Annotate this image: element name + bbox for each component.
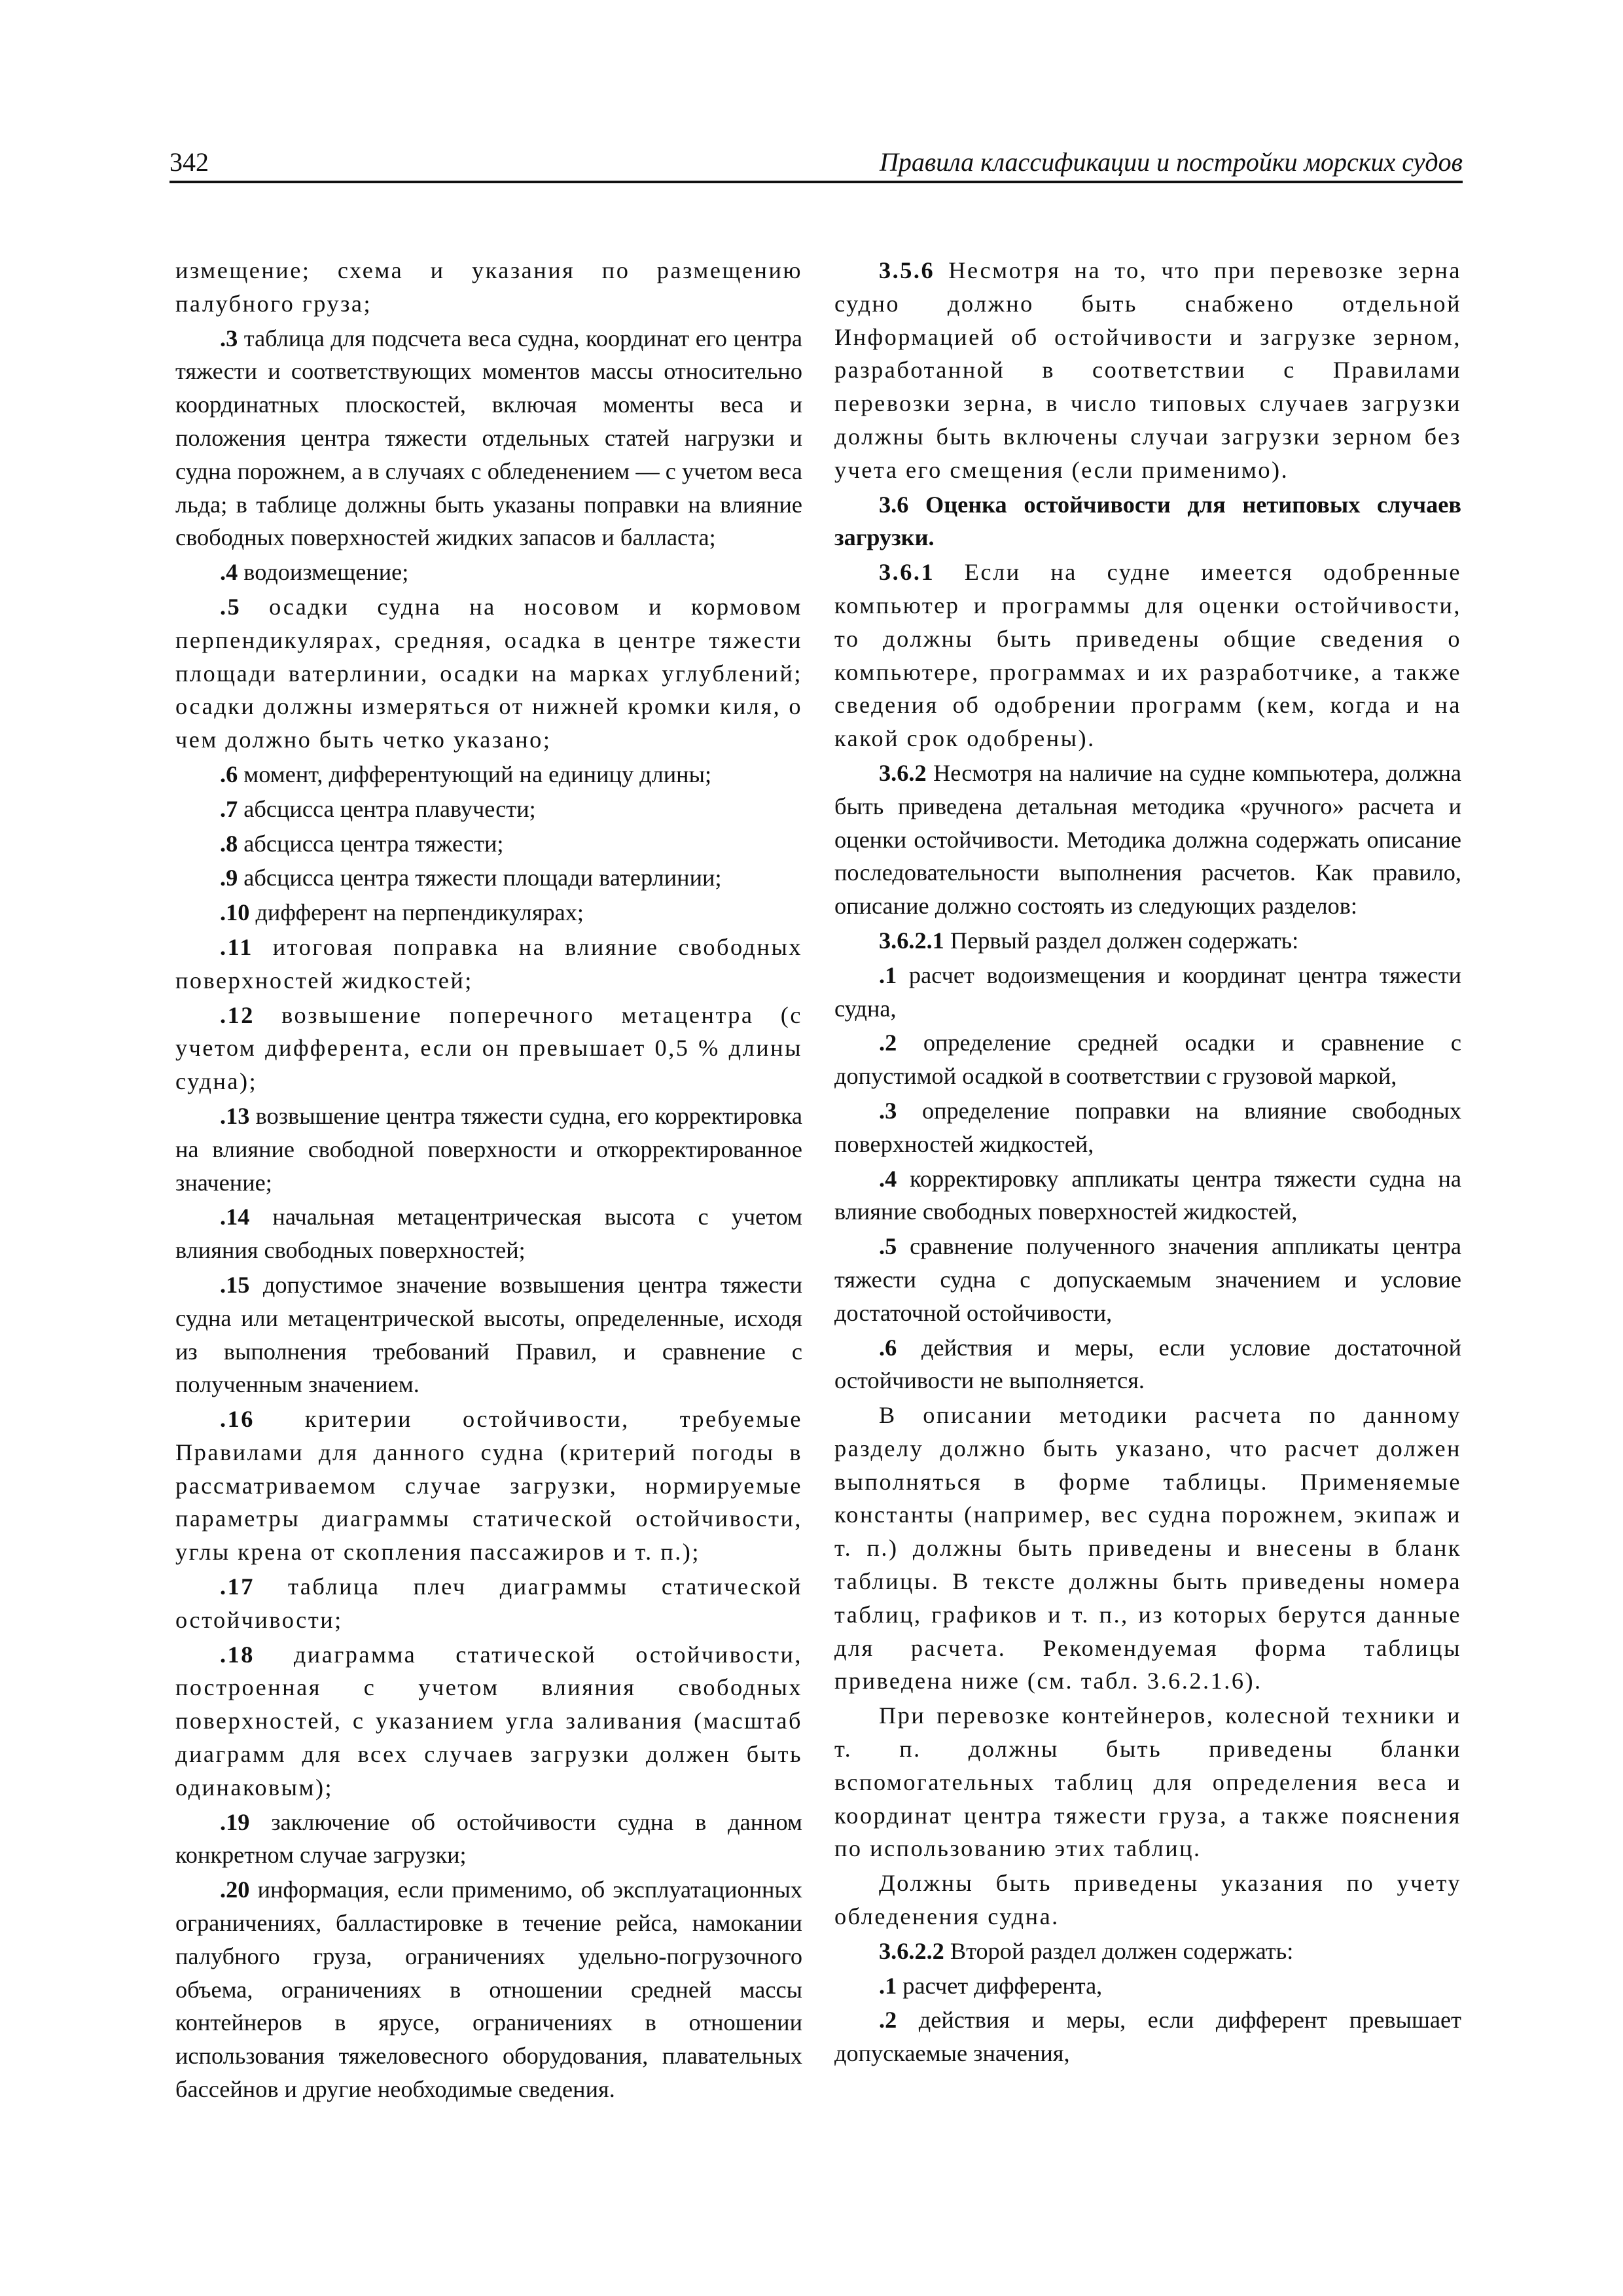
page-header (169, 143, 1463, 183)
section-number: 3.5.6 (879, 257, 935, 283)
subsection-paragraph (834, 1935, 1461, 1968)
item-number: .4 (879, 1165, 897, 1192)
section-text: Несмотря на наличие на судне компьютера, должна быть приведена детальная методика «ручного» расчета и оценки остойчивости. Методика должна содержать описание последовательности выполнения расчетов. Как правило, описание должно состоять из следующих разделов: (834, 759, 1461, 920)
list-item (834, 1230, 1461, 1329)
list-item (175, 896, 802, 929)
right-column (834, 254, 1461, 2072)
list-item (175, 793, 802, 826)
item-number: .2 (879, 1030, 897, 1056)
item-text: информация, если применимо, об эксплуатационных ограничениях, балластировке в течение рейса, намокании палубного груза, ограничениях удельно-погрузочного объема, ограничениях в отношении средней массы контейнеров в ярусе, ограничениях в отношении использования тяжеловесного оборудования, плавательных бассейнов и другие необходимые сведения. (175, 1876, 802, 2103)
item-text: сравнение полученного значения аппликаты центра тяжести судна с допускаемым значением и условие достаточной остойчивости, (834, 1233, 1461, 1326)
item-text: осадки судна на носовом и кормовом перпендикулярах, средняя, осадка в центре тяжести площади ватерлинии, осадки на марках углублений; осадки должны измеряться от нижней кромки киля, о чем должно быть четко указано; (175, 593, 802, 753)
section-number: 3.6.2 (879, 759, 927, 786)
item-number: .6 (220, 761, 238, 787)
section-number: 3.6.1 (879, 559, 935, 586)
list-item (175, 590, 802, 757)
item-text: водоизмещение; (238, 559, 409, 586)
item-number: .3 (220, 325, 238, 351)
item-number: .5 (220, 593, 241, 620)
item-text: таблица для подсчета веса судна, координат его центра тяжести и соответствующих моментов массы относительно координатных плоскостей, включая моменты веса и положения центра тяжести отдельных статей нагрузки и судна порожнем, а в случаях с обледенением — с учетом веса льда; в таблице должны быть указаны поправки на влияние свободных поверхностей жидких запасов и балласта; (175, 325, 802, 551)
section-paragraph (834, 556, 1461, 755)
item-text: допустимое значение возвышения центра тяжести судна или метацентрической высоты, определенные, исходя из выполнения требований Правил, и сравнение с полученным значением. (175, 1271, 802, 1398)
section-text: Второй раздел должен содержать: (944, 1937, 1294, 1964)
item-text: возвышение центра тяжести судна, его корректировка на влияние свободной поверхности и откорректированное значение; (175, 1102, 802, 1196)
section-text: Первый раздел должен содержать: (944, 927, 1299, 954)
page-number: 342 (169, 147, 209, 177)
item-number: .19 (220, 1808, 250, 1835)
section-text: Несмотря на то, что при перевозке зерна судно должно быть снабжено отдельной Информацией об остойчивости и загрузке зерном, разработанной в соответствии с Правилами перевозки зерна, в число типовых случаев загрузки должны быть включены случаи загрузки зерном без учета его смещения (если применимо). (834, 257, 1461, 483)
item-text: определение средней осадки и сравнение с допустимой осадкой в соответствии с грузовой маркой, (834, 1030, 1461, 1090)
item-number: .10 (220, 899, 250, 926)
list-item (175, 827, 802, 861)
body-paragraph: В описании методики расчета по данному разделу должно быть указано, что расчет должен выполняться в форме таблицы. Применяемые константы (например, вес судна порожнем, экипаж и т. п.) должны быть приведены и внесены в бланк таблицы. В тексте должны быть приведены номера таблиц, графиков и т. п., из которых берутся данные для расчета. Рекомендуемая форма таблицы приведена ниже (см. табл. 3.6.2.1.6). (834, 1402, 1461, 1695)
item-text: абсцисса центра тяжести; (238, 830, 504, 857)
item-number: .16 (220, 1406, 255, 1433)
item-number: .7 (220, 795, 238, 822)
section-number: 3.6.2.2 (879, 1937, 944, 1964)
list-item (834, 1969, 1461, 2003)
list-item (834, 1331, 1461, 1398)
paragraph-text: измещение; схема и указания по размещению палубного груза; (175, 257, 802, 317)
item-number: .1 (879, 1972, 897, 1999)
item-text: таблица плеч диаграммы статической остойчивости; (175, 1573, 802, 1633)
item-text: расчет водоизмещения и координат центра тяжести судна, (834, 961, 1461, 1022)
item-number: .15 (220, 1271, 250, 1298)
list-item (175, 1100, 802, 1199)
item-text: начальная метацентрическая высота с учетом влияния свободных поверхностей; (175, 1204, 802, 1264)
subsection-paragraph (834, 924, 1461, 958)
list-item (175, 1403, 802, 1569)
list-item (175, 1873, 802, 2106)
list-item (175, 999, 802, 1098)
section-number: 3.6.2.1 (879, 927, 944, 954)
item-number: .1 (879, 961, 897, 988)
item-text: дифферент на перпендикулярах; (249, 899, 584, 926)
item-text: расчет дифферента, (897, 1972, 1103, 1999)
item-number: .2 (879, 2007, 897, 2034)
item-text: действия и меры, если дифферент превышает допускаемые значения, (834, 2007, 1461, 2067)
list-item (175, 1570, 802, 1637)
item-text: момент, дифферентующий на единицу длины; (238, 761, 712, 787)
list-item (175, 1268, 802, 1401)
item-text: итоговая поправка на влияние свободных поверхностей жидкостей; (175, 933, 802, 994)
item-text: возвышение поперечного метацентра (с учетом дифферента, если он превышает 0,5 % длины судна); (175, 1001, 802, 1095)
list-item (175, 322, 802, 555)
item-text: действия и меры, если условие достаточной остойчивости не выполняется. (834, 1334, 1461, 1394)
section-paragraph (834, 254, 1461, 487)
list-item (175, 1200, 802, 1267)
item-number: .8 (220, 830, 238, 857)
section-text: Если на судне имеется одобренные компьютер и программы для оценки остойчивости, то должны быть приведены общие сведения о компьютере, программах и их разработчике, а также сведения об одобрении программ (кем, когда и на какой срок одобрены). (834, 559, 1461, 752)
list-item (834, 1094, 1461, 1161)
list-item (175, 1638, 802, 1804)
section-paragraph (834, 757, 1461, 923)
item-number: .4 (220, 559, 238, 586)
item-number: .20 (220, 1876, 250, 1903)
section-heading: 3.6 Оценка остойчивости для нетиповых случаев загрузки. (834, 491, 1461, 551)
list-item (175, 556, 802, 589)
item-text: абсцисса центра тяжести площади ватерлинии; (238, 865, 722, 891)
body-paragraph: При перевозке контейнеров, колесной техники и т. п. должны быть приведены бланки вспомогательных таблиц для определения веса и координат центра тяжести груза, а также пояснения по использованию этих таблиц. (834, 1702, 1461, 1862)
item-text: заключение об остойчивости судна в данном конкретном случае загрузки; (175, 1808, 802, 1869)
item-number: .13 (220, 1102, 250, 1129)
item-number: .17 (220, 1573, 255, 1600)
item-text: абсцисса центра плавучести; (238, 795, 536, 822)
item-text: диаграмма статической остойчивости, построенная с учетом влияния свободных поверхностей, с указанием угла заливания (масштаб диаграмм для всех случаев загрузки должен быть одинаковым); (175, 1641, 802, 1801)
list-item (834, 1162, 1461, 1229)
item-number: .12 (220, 1001, 255, 1028)
list-item (834, 1026, 1461, 1093)
paragraph-continuation (175, 254, 802, 321)
left-column (175, 254, 802, 2108)
list-item (175, 861, 802, 895)
list-item (175, 758, 802, 791)
list-item (175, 931, 802, 997)
item-number: .3 (879, 1097, 897, 1124)
item-number: .18 (220, 1641, 255, 1668)
item-number: .6 (879, 1334, 897, 1361)
list-item (175, 1806, 802, 1873)
body-paragraph: Должны быть приведены указания по учету обледенения судна. (834, 1870, 1461, 1930)
item-number: .5 (879, 1233, 897, 1260)
item-number: .14 (220, 1204, 250, 1230)
running-title: Правила классификации и постройки морских судов (879, 147, 1463, 177)
item-text: критерии остойчивости, требуемые Правилами для данного судна (критерий погоды в рассматриваемом случае загрузки, нормируемые параметры диаграммы статической остойчивости, углы крена от скопления пассажиров и т. п.); (175, 1406, 802, 1566)
item-number: .11 (220, 933, 253, 960)
item-text: определение поправки на влияние свободных поверхностей жидкостей, (834, 1097, 1461, 1157)
list-item (834, 959, 1461, 1026)
item-number: .9 (220, 865, 238, 891)
list-item (834, 2003, 1461, 2070)
item-text: корректировку аппликаты центра тяжести судна на влияние свободных поверхностей жидкостей, (834, 1165, 1461, 1225)
